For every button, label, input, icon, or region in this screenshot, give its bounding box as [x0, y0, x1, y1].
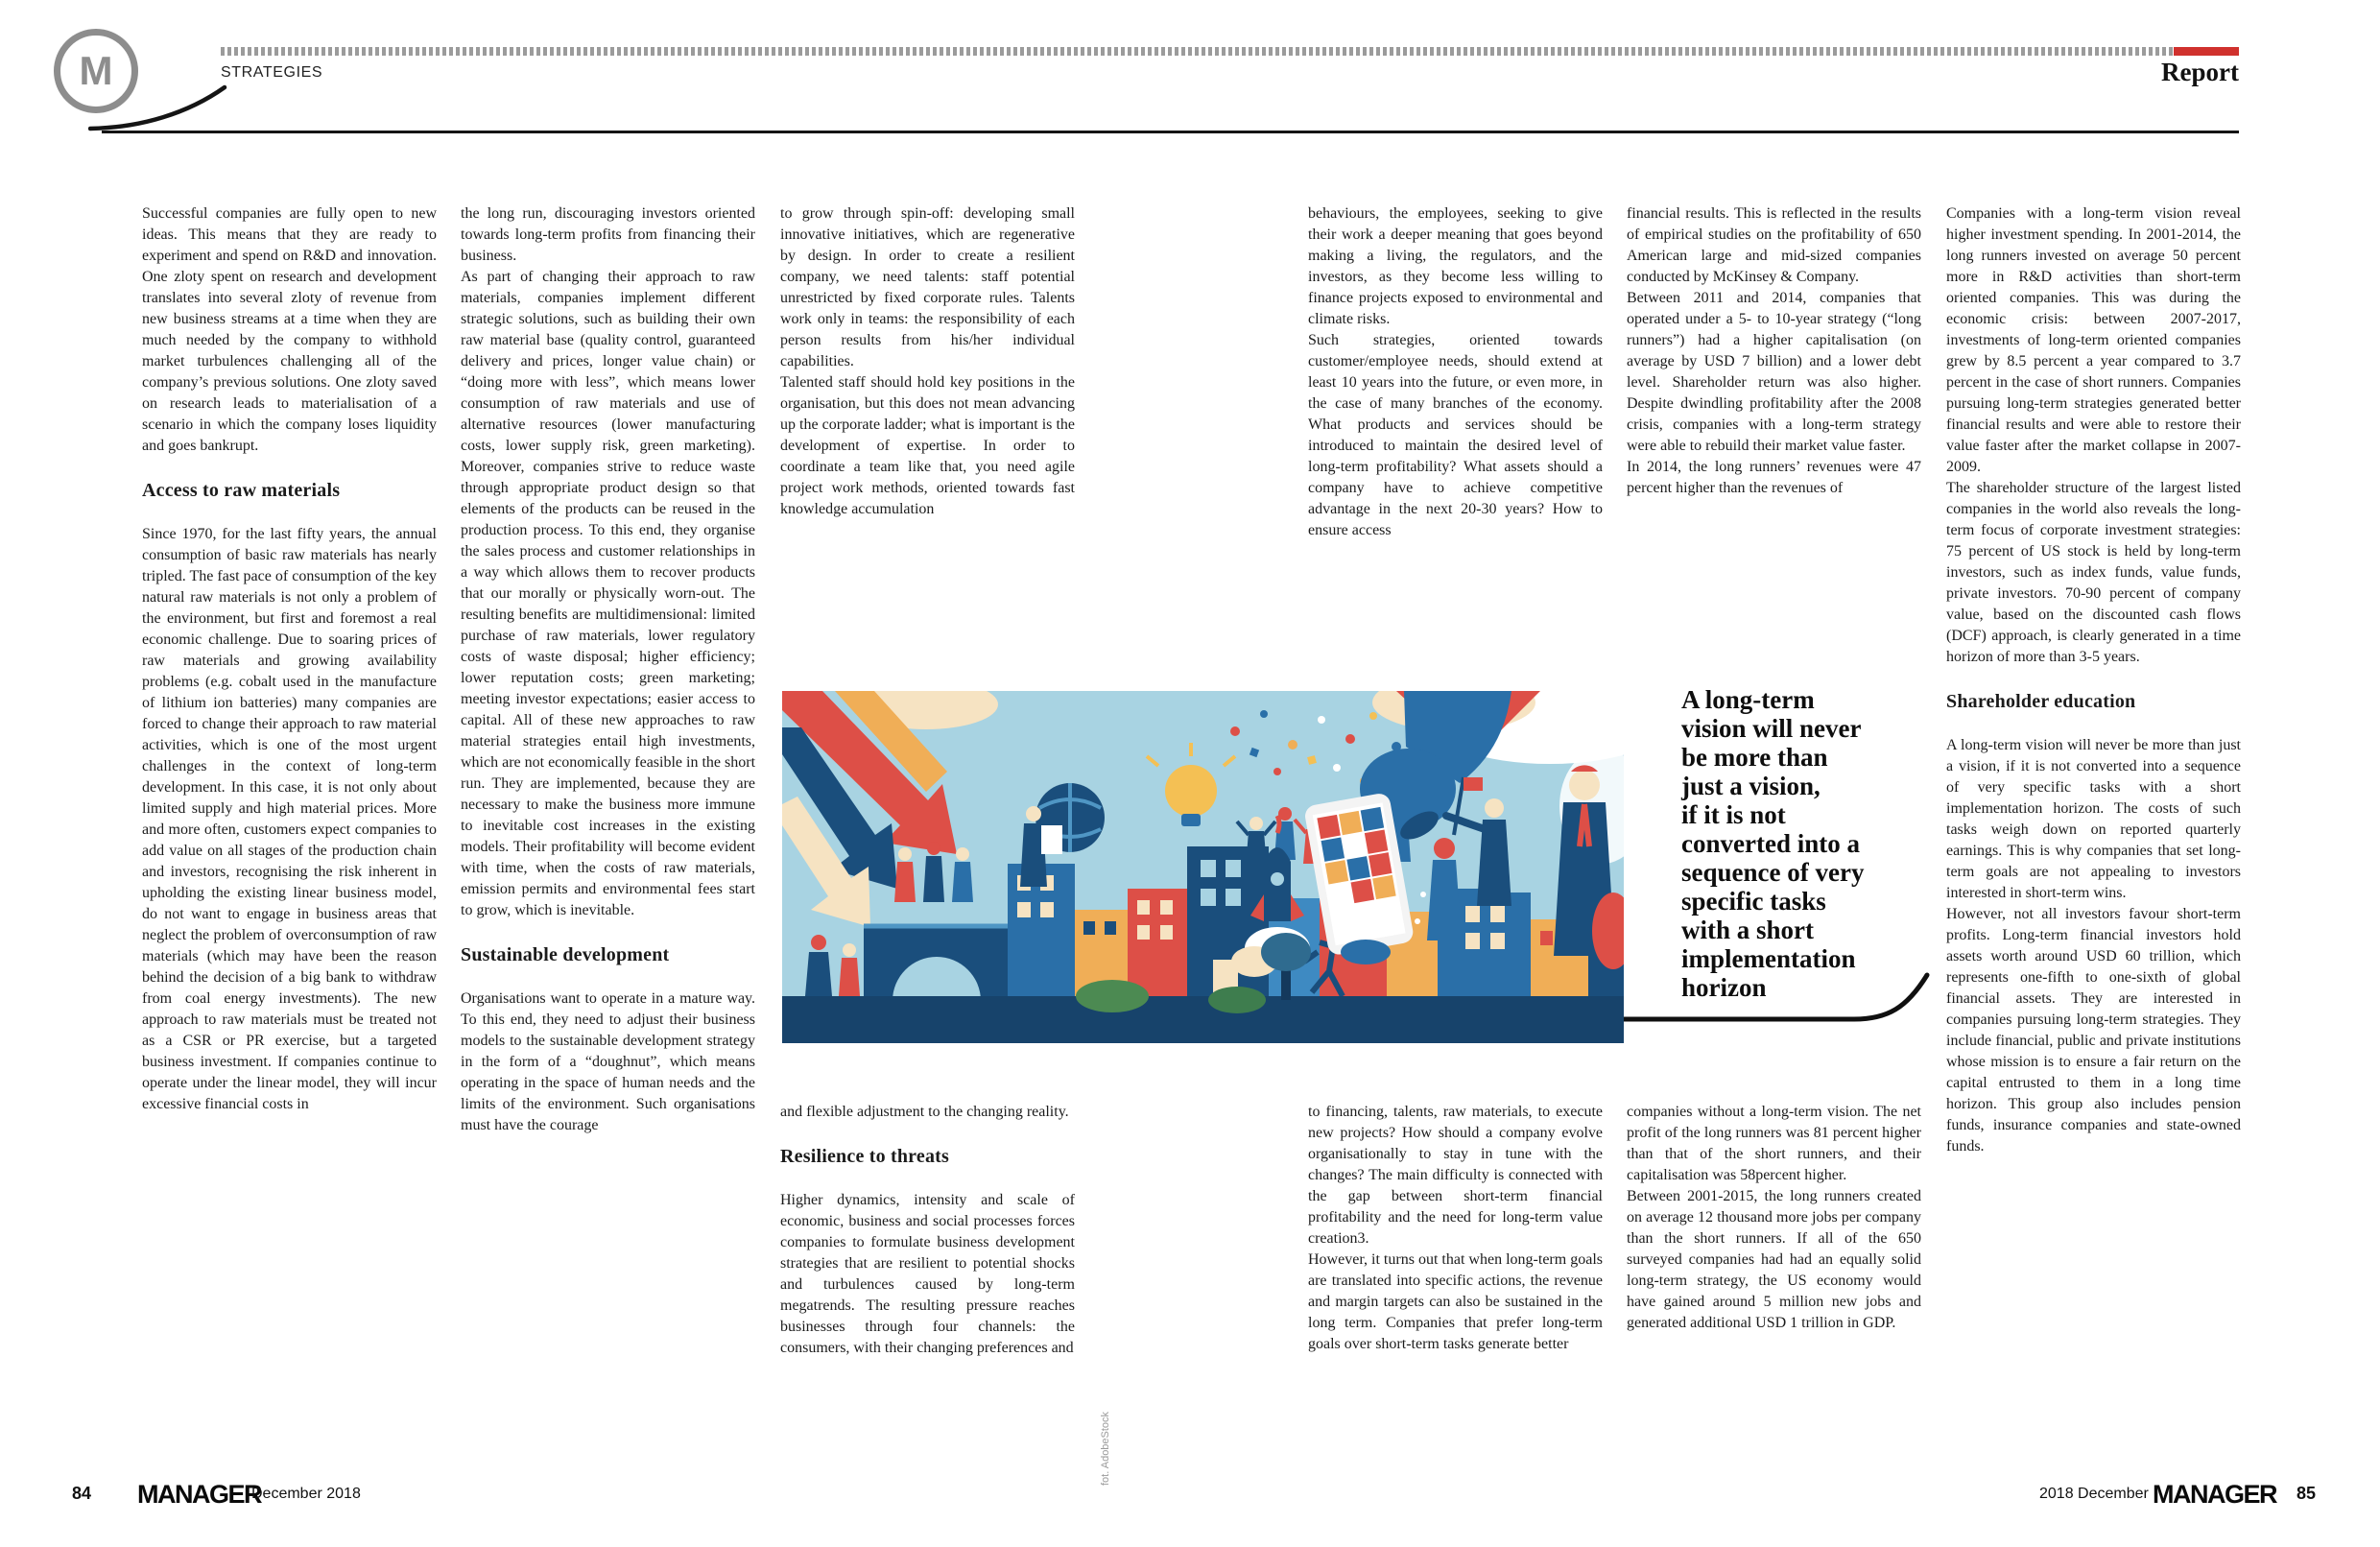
page-number-right: 85 [2297, 1484, 2317, 1503]
pull-quote-swoosh-line [1622, 971, 1934, 1027]
photo-credit: fot. AdobeStock [1100, 1411, 1111, 1486]
body-paragraph: to financing, talents, raw materials, to execute new projects? How should a company evolve organisationally to stay in tune with the changes? The main difficulty is connected with the gap between short-term financial profitability and the need for long-term value creation3. [1308, 1104, 1603, 1247]
section-heading-resilience-to-threats: Resilience to threats [780, 1146, 950, 1167]
body-paragraph: However, not all investors favour short-term profits. Long-term financial investors hold assets worth around USD 60 trillion, which represents one-fifth to one-sixth of global financial assets. They are interested in companies pursuing long-term strategies. They include financial, public and private institutions whose mission is to ensure a fair return on the capital entrusted to them in a long time horizon. This group also includes pension funds, insurance companies and state-owned funds. [1946, 906, 2241, 1154]
body-paragraph: Higher dynamics, intensity and scale of economic, business and social processes forces companies to formulate business development strategies that are resilient to potential shocks and turbulences caused by long-term megatrends. The resulting pressure reaches businesses through four channels: the consumers, with their changing preferences and [780, 1192, 1075, 1356]
brand-logo-left: MANAGER [137, 1480, 261, 1509]
pull-quote: A long-term vision will never be more than just a vision, if it is not converted into a sequence of very specific tasks with a short implementation horizon [1681, 685, 1865, 1002]
body-paragraph: to grow through spin-off: developing small innovative initiatives, which are regenerative by design. In order to create a resilient company, we need talents: staff potential unrestricted by fixed corporate rules. Talents work only in teams: the responsibility of each person results from his/her individual capabilities. [780, 205, 1075, 369]
column-4-top [1308, 203, 1603, 541]
magazine-logo-letter: M [79, 48, 113, 93]
column-4-bottom [1308, 1102, 1603, 1355]
bridge [864, 926, 1008, 1001]
body-paragraph: Between 2001-2015, the long runners created on average 12 thousand more jobs per company than the short runners. If all of the 650 surveyed companies had had an equally solid long-term strategy, the US economy would have gained around 5 million new jobs and generated additional USD 1 trillion in GDP. [1627, 1188, 1921, 1331]
body-paragraph: Since 1970, for the last fifty years, the annual consumption of basic raw materials has nearly tripled. The fast pace of consumption of the key natural raw materials is not only a problem of the environment, but first and foremost a real economic challenge. Due to soaring prices of raw materials and growing availability problems (e.g. cobalt used in the manufacture of lithium ion batteries) many companies are forced to change their approach to raw material activities, which is one of the most urgent challenges in the context of long-term development. In this case, it is not only about limited supply and high material prices. More and more often, customers expect companies to add value on all stages of the production chain and investors, recognising the risk inherent in upholding the existing linear business model, do not want to engage in business areas that neglect the problem of overconsumption of raw materials (which may have been the reason behind the decision of a big bank to withdraw from coal energy investments). The new approach to raw materials must be treated not as a CSR or PR exercise, but a targeted business investment. If companies continue to operate under the linear model, they will incur excessive financial costs in [142, 526, 437, 1112]
body-paragraph: In 2014, the long runners’ revenues were 47 percent higher than the revenues of [1627, 459, 1921, 496]
header-rule [102, 131, 2239, 133]
report-label: Report [2161, 58, 2239, 86]
header-accent-bar [2174, 47, 2239, 56]
body-paragraph: However, it turns out that when long-term goals are translated into specific actions, the revenue and margin targets can also be sustained in the long term. Companies that prefer long-term goals over short-term tasks generate better [1308, 1251, 1603, 1352]
column-5-bottom [1627, 1102, 1921, 1334]
column-1 [142, 203, 437, 1115]
footer-date-right: 2018 December [2039, 1486, 2149, 1502]
body-paragraph: Successful companies are fully open to new ideas. This means that they are ready to experiment and spend on R&D and innovation. One zloty spent on research and development translates into several zloty of revenue from new business streams at a time when they are much needed by the company to withhold market turbulences challenging all of the company’s previous solutions. One zloty saved on research leads to materialisation of a scenario in which the company loses liquidity and goes bankrupt. [142, 205, 437, 454]
body-paragraph: As part of changing their approach to raw materials, companies implement different strategic solutions, such as building their own raw material base (quality control, guaranteed delivery and prices, longer value chain) or “doing more with less”, which means lower consumption of raw materials and use of alternative resources (lower manufacturing costs, lower supply risk, green marketing). Moreover, companies strive to reduce waste through appropriate product design so that elements of the products can be reused in the production process. To this end, they organise the sales process and customer relationships in a way which allows them to recover products that our morally or physically worn-out. The resulting benefits are multidimensional: limited purchase of raw materials, lower regulatory costs of waste disposal; higher efficiency; lower reputation costs; green marketing; meeting investor expectations; easier access to capital. All of these new approaches to raw material strategies entail high investments, which are not economically feasible in the short run. They are implemented, because they are necessary to make the business more immune to inevitable cost increases in the existing models. Their profitability will become evident with time, when the costs of raw materials, emission permits and environmental fees start to grow, which is inevitable. [461, 269, 756, 918]
body-paragraph: the long run, discouraging investors oriented towards long-term profits from financing their business. [461, 205, 755, 264]
header-swoosh-line [88, 84, 232, 137]
body-paragraph: Such strategies, oriented towards customer/employee needs, should extend at least 10 years into the future, or even more, in the case of many branches of the economy. What products and services should be introduced to maintain the desired level of long-term profitability? What assets should a company have to achieve competitive advantage in the next 20-30 years? How to ensure access [1308, 332, 1603, 538]
column-2 [461, 203, 755, 1136]
section-label: STRATEGIES [221, 64, 323, 81]
header-tick-rule [221, 47, 2174, 56]
body-paragraph: behaviours, the employees, seeking to give their work a deeper meaning that goes beyond making a living, the regulators, and the investors, as they become less willing to finance projects exposed to environmental and climate risks. [1308, 205, 1603, 327]
section-heading-shareholder-education: Shareholder education [1946, 691, 2136, 712]
body-paragraph: Companies with a long-term vision reveal higher investment spending. In 2001-2014, the long runners invested on average 50 percent more in R&D activities than short-term oriented companies. This was during the economic crisis: between 2007-2017, investments of long-term oriented companies grew by 8.5 percent a year compared to 3.7 percent in the case of short runners. Companies pursuing long-term strategies generated better financial results and were able to restore their value faster after the market collapse in 2007-2009. [1946, 205, 2241, 475]
body-paragraph: and flexible adjustment to the changing reality. [780, 1104, 1069, 1120]
body-paragraph: Organisations want to operate in a mature way. To this end, they need to adjust their business models to the sustainable development strategy in the form of a “doughnut”, which means operating in the space of human needs and the limits of the environment. Such organisations must have the courage [461, 990, 755, 1133]
page-number-left: 84 [72, 1484, 92, 1503]
section-heading-access-to-raw-materials: Access to raw materials [142, 480, 341, 501]
column-3-top [780, 203, 1075, 520]
column-3-bottom [780, 1102, 1075, 1359]
body-paragraph: companies without a long-term vision. The net profit of the long runners was 81 percent higher than that of the short runners, and their capitalisation was 58percent higher. [1627, 1104, 1921, 1183]
column-5-top [1627, 203, 1921, 499]
spread-illustration [782, 691, 1624, 1043]
body-paragraph: The shareholder structure of the largest listed companies in the world also reveals the long-term focus of corporate investment strategies: 75 percent of US stock is held by long-term investors, such as index funds, value funds, private investors. 70-90 percent of company value, based on the discounted cash flows (DCF) approach, is clearly generated in a time horizon of more than 3-5 years. [1946, 480, 2241, 665]
body-paragraph: Talented staff should hold key positions in the organisation, but this does not mean advancing up the corporate ladder; what is important is the development of expertise. In order to coordinate a team like that, you need agile project work methods, oriented towards fast knowledge accumulation [780, 374, 1075, 517]
brand-logo-right: MANAGER [2153, 1480, 2276, 1509]
section-heading-sustainable-development: Sustainable development [461, 944, 670, 965]
body-paragraph: financial results. This is reflected in the results of empirical studies on the profitability of 650 American large and mid-sized companies conducted by McKinsey & Company. [1627, 205, 1921, 285]
footer-date-left: December 2018 [251, 1486, 361, 1502]
body-paragraph: A long-term vision will never be more than just a vision, if it is not converted into a sequence of very specific tasks with a short implementation horizon. The costs of such tasks weigh down on reported quarterly earnings. This is why companies that set long-term goals are not appealing to investors interested in short-term wins. [1946, 737, 2241, 901]
column-6 [1946, 203, 2241, 1157]
body-paragraph: Between 2011 and 2014, companies that operated under a 5- to 10-year strategy (“long runners”) had a higher capitalisation (on average by USD 7 billion) and a lower debt level. Shareholder return was also higher. Despite dwindling profitability after the 2008 crisis, companies with a long-term strategy were able to rebuild their market value faster. [1627, 290, 1921, 454]
